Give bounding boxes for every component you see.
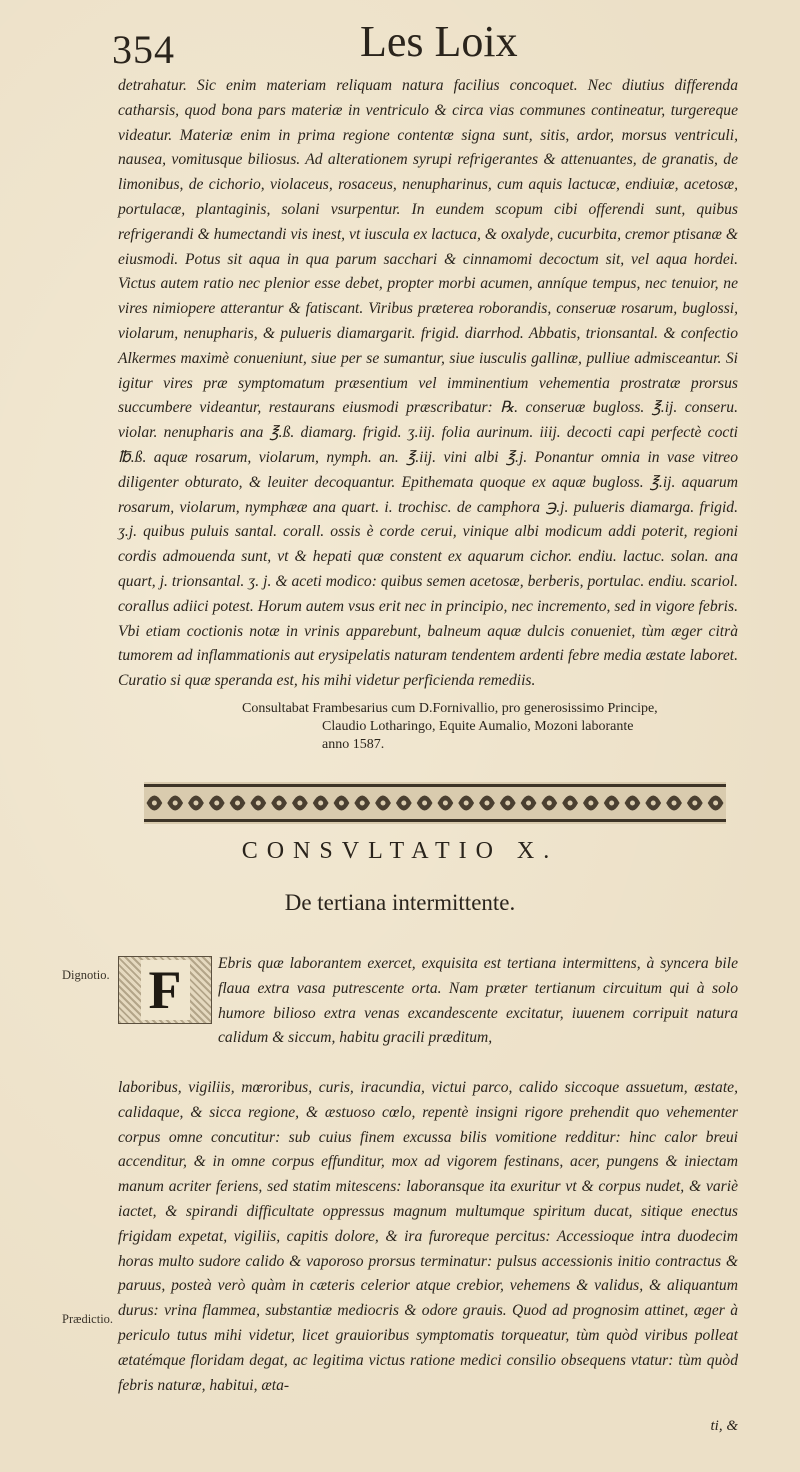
initial-letter: F [141, 960, 190, 1020]
paragraph-consultation-ix-end: detrahatur. Sic enim materiam reliquam natura facilius concoquet. Nec diutius differenda catharsis, quod bona pars materiæ in ventriculo & circa vias communes contineatur, turgereque videatur. Materiæ enim in prima regione contentæ signa sunt, sitis, ardor, morsus ventriculi, nausea, vomitusque biliosus. Ad alterationem syrupi refrigerantes & attenuantes, de granatis, de limonibus, de cichorio, violaceus, rosaceus, nenupharinus, cum aquis lactucæ, endiuiæ, acetosæ, portulacæ, plantaginis, solani vsurpentur. In eundem scopum cibi offerendi sunt, quibus refrigerandi & humectandi vis inest, vt iuscula ex lactuca, & oxalyde, cucurbita, cremor ptisanæ & eiusmodi. Potus sit aqua in qua parum sacchari & cinnamomi decoctum sit, vel aqua hordei. Victus autem ratio nec plenior esse debet, propter morbi acumen, anníque tempus, nec tenuior, ne vires nimiopere atterantur & fatiscant. Viribus præterea roborandis, conseruæ rosarum, buglossi, violarum, nenupharis, & pulueris diamargarit. frigid. diarrhod. Abbatis, trionsantal. & confectio Alkermes maximè conueniunt, siue per se sumantur, siue iusculis gallinæ, pulliue admisceantur. Si igitur vires præ symptomatum præsentium vel imminentium vehementia prostratæ prorsus succumbere videantur, restaurans eiusmodi præscribatur: ℞. conseruæ bugloss. ℥.ij. conseru. violar. nenupharis ana ℥.ß. diamarg. frigid. ʒ.iij. folia aurinum. iiij. decocti capi perfectè cocti ℔.ß. aquæ rosarum, violarum, nymph. an. ℥.iij. vini albi ℥.j. Ponantur omnia in vase vitreo diligenter obturato, & leuiter decoquantur. Epithemata quoque ex aquæ bugloss. ℥.ij. aquarum rosarum, violarum, nymphææ ana quart. i. trochisc. de camphora ℈.j. pulueris diamarga. frigid. ʒ.j. quibus puluis santal. corall. ossis è corde cerui, vinique albi modicum addi poterit, regioni cordis admouenda sunt, vt & hepati quæ constent ex aquarum cichor. endiu. lactuc. solan. ana quart, j. trionsantal. ʒ. j. & aceti modico: quibus semen acetosæ, berberis, portulac. endiu. scariol. corallus adiici potest. Horum autem vsus erit nec in principio, nec incremento, sed in vigore febris. Vbi etiam coctionis notæ in vrinis apparebunt, balneum aquæ dulcis conueniet, tùm æger citrà tumorem ad inflammationis aut erysipelatis naturam tendentem ardenti febre media æstate laboret. Curatio si quæ speranda est, his mihi videtur perficienda remediis. [118, 77, 738, 690]
attribution-line-3: anno 1587. [322, 737, 385, 752]
consultation-attribution [242, 700, 742, 754]
running-head: Les Loix [360, 17, 518, 66]
catchword: ti, & [710, 1418, 738, 1434]
chapter-subtitle: De tertiana intermittente. [284, 890, 516, 915]
paragraph-diagnosis-opening: Ebris quæ laborantem exercet, exquisita est tertiana intermittens, à syncera bile flaua extra vasa putrescente orta. Nam præter tertianum circuitum qui à solo humore bilioso extra venas excandescente excitatur, iuuenem corripuit natura calidum & siccum, habitu gracili præditum, [218, 955, 738, 1047]
attribution-line-2: Claudio Lotharingo, Equite Aumalio, Mozoni laborante [322, 719, 634, 734]
decorated-initial [118, 956, 212, 1024]
margin-note-dignotio: Dignotio. [62, 968, 110, 982]
attribution-line-1: Consultabat Frambesarius cum D.Fornivallio, pro generosissimo Principe, [242, 701, 658, 716]
decorative-border-ornament [144, 782, 726, 824]
chapter-title: CONSVLTATIO X. [241, 838, 559, 864]
paragraph-diagnosis-continuation: laboribus, vigiliis, mœroribus, curis, iracundia, victui parco, calido siccoque assuetum, æstate, calidaque, & sicca regione, & æstuoso cœlo, repentè insigni rigore prehendit quo vehementer corpus omne concutitur: sub cuius finem excussa bilis vomitione redditur: hinc calor breui accenditur, & in omne corpus effunditur, mox ad vigorem festinans, acer, pungens & iniectam manum acriter feriens, sed statim mitescens: laboransque ita exuritur vt & corpus nudet, & variè iactet, & spirandi difficultate oppressus magnum multumque spiritum ducat, sitique enectus frigidam expetat, vigiliis, capitis dolore, & ira furoreque percitus: Accessioque intra duodecim horas multo sudore calido & vaporoso prorsus terminatur: pulsus accessionis initio contractus & paruus, posteà verò quàm in cæteris celerior atque crebior, vehemens & validus, & aliquantum durus: vrina flammea, substantiæ mediocris & odore grauis. Quod ad prognosim attinet, æger à periculo tutus mihi videtur, licet grauioribus symptomatis torqueatur, tùm quòd viribus polleat ætatémque floridam degat, ac legitima victus ratione medici consilio obsequens vtatur: tùm quòd febris naturæ, habitui, æta- [118, 1079, 738, 1394]
margin-note-praedictio: Prædictio. [62, 1312, 114, 1326]
page-number: 354 [112, 27, 175, 72]
